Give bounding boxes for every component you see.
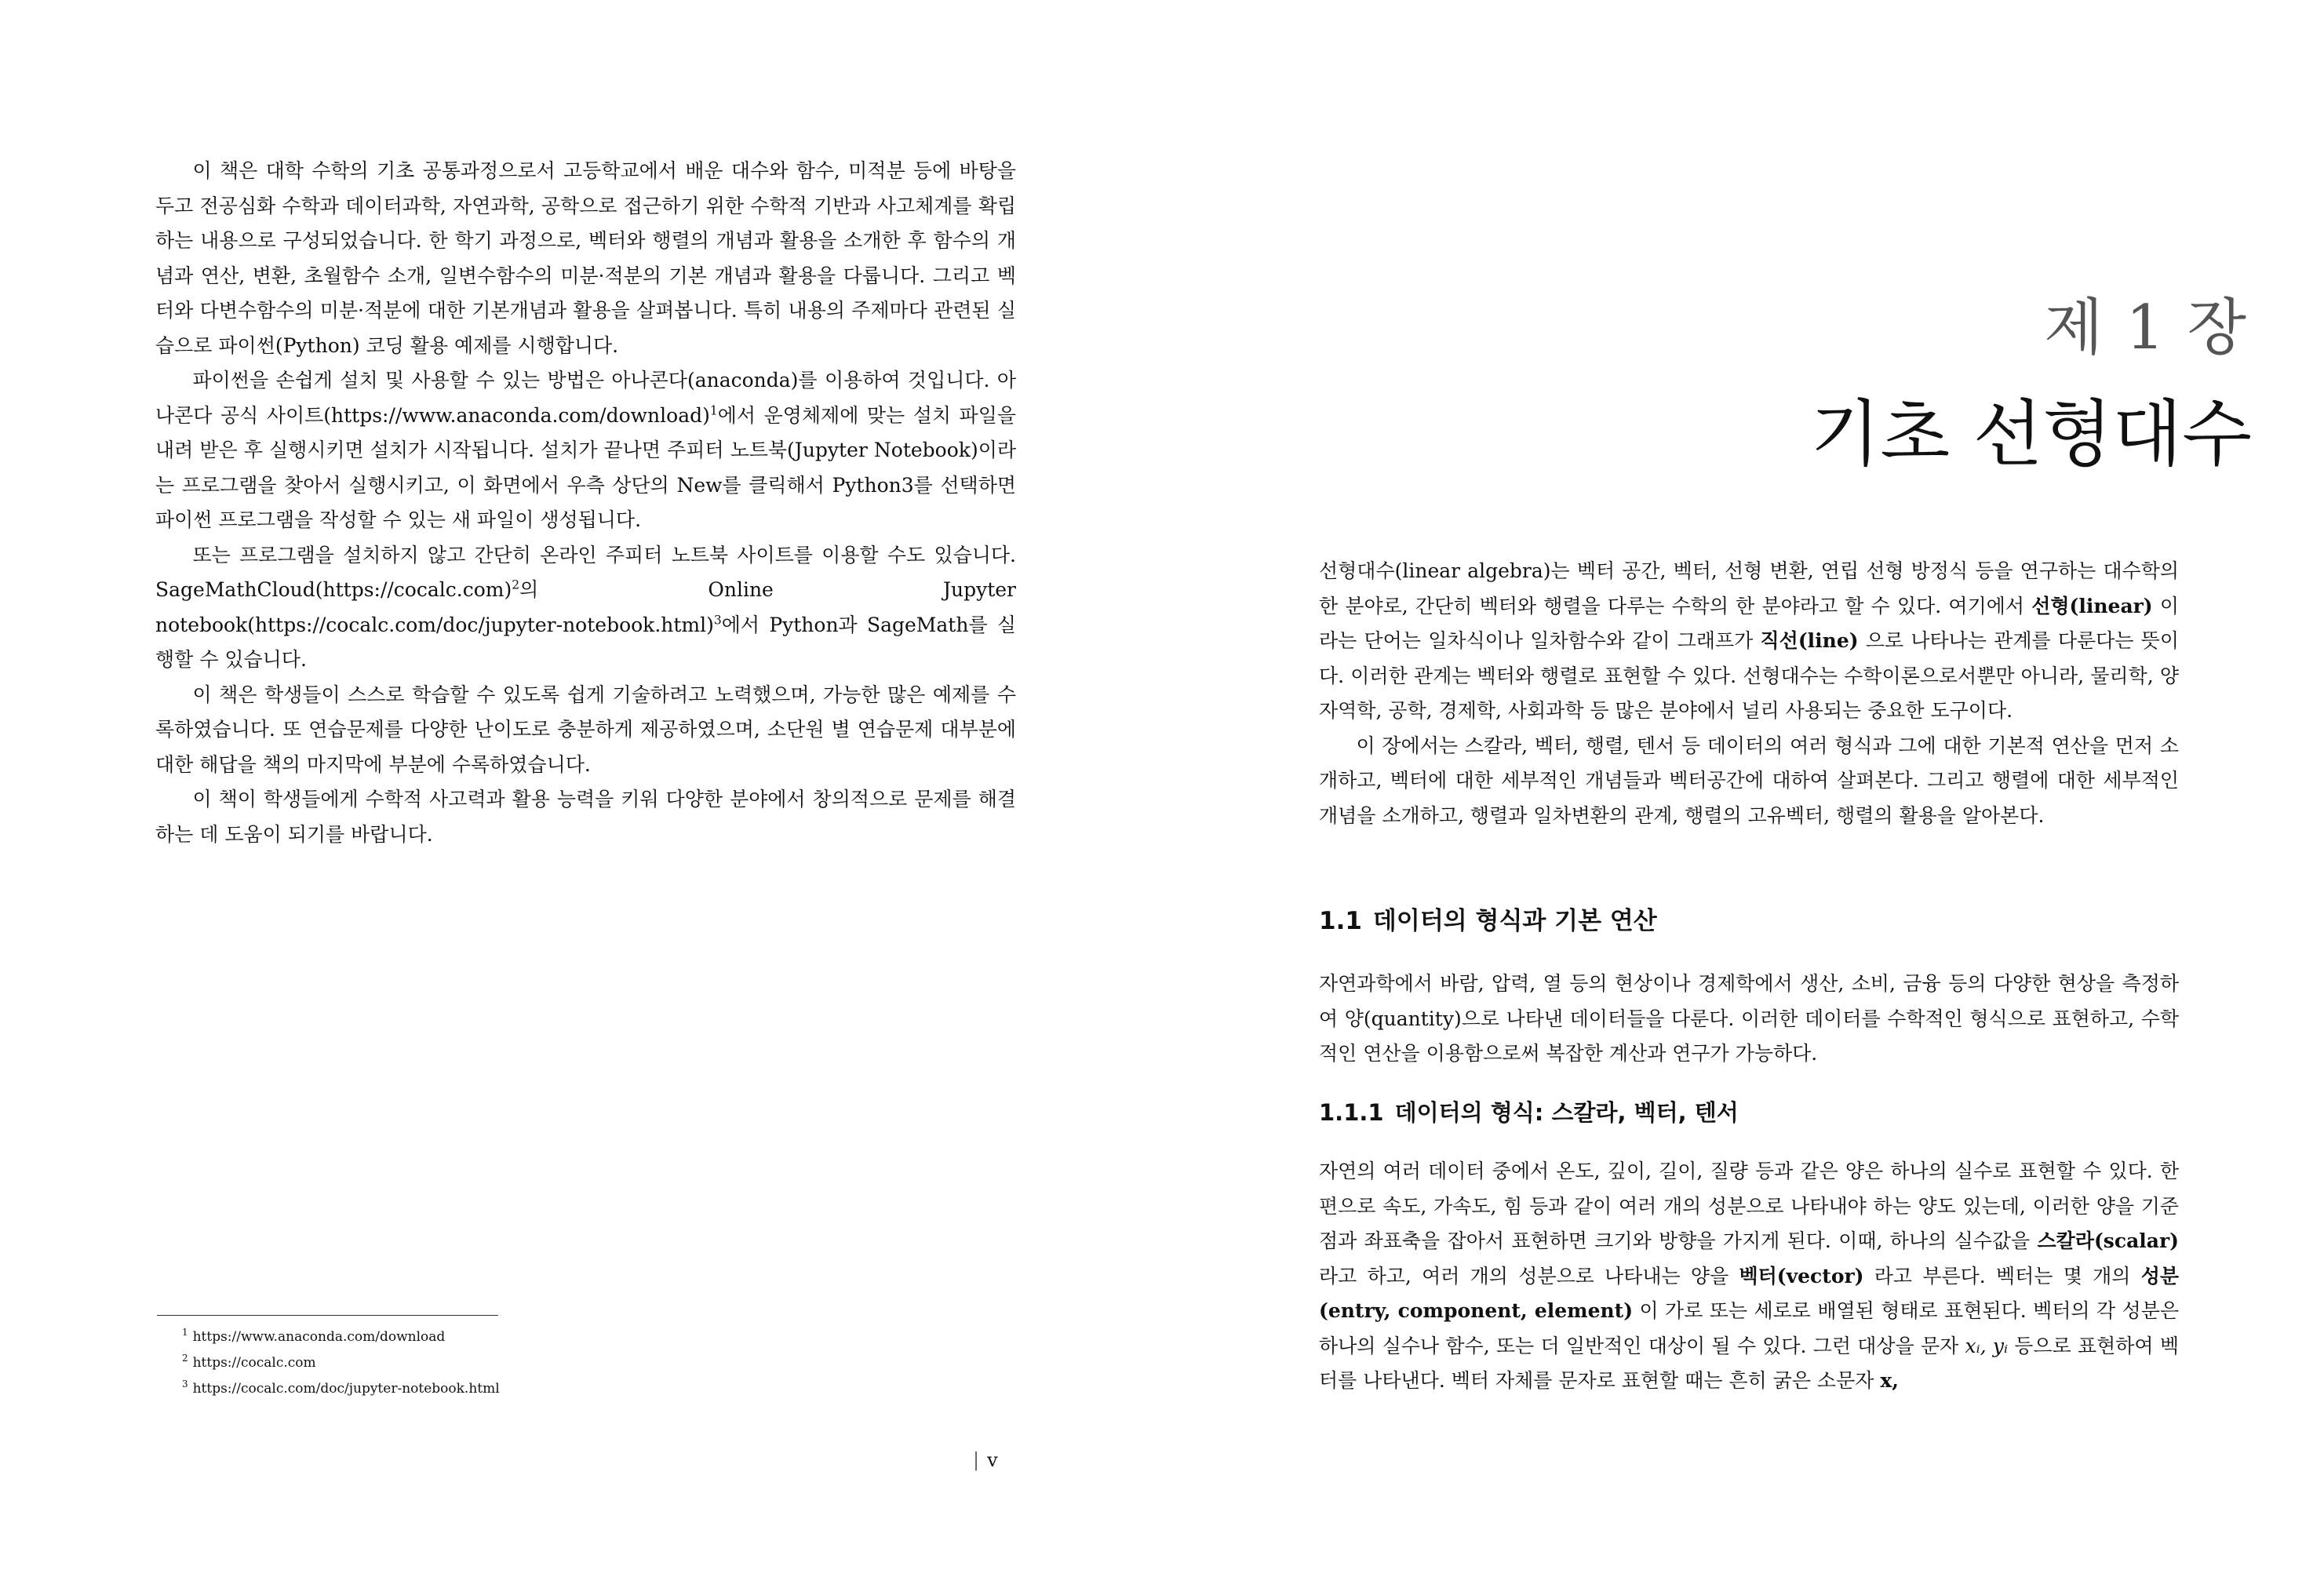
footnote-3 bbox=[182, 1376, 500, 1402]
subsection-title: 데이터의 형식: 스칼라, 벡터, 텐서 bbox=[1394, 1099, 1739, 1126]
preface-paragraph-4: 이 책은 학생들이 스스로 학습할 수 있도록 쉽게 기술하려고 노력했으며, 가능한 많은 예제를 수록하였습니다. 또 연습문제를 다양한 난이도로 충분하게 제공하였으며, 소단원 별 연습문제 대부분에 대한 해답을 책의 마지막에 부분에 수록하였습니다. bbox=[155, 683, 1016, 776]
text-run: 에서 Python과 SageMath를 실행할 수 있습니다. bbox=[155, 613, 1016, 671]
math-xi-yi: xᵢ, yᵢ bbox=[1965, 1334, 2009, 1357]
term-scalar: 스칼라(scalar) bbox=[2037, 1229, 2179, 1252]
footnote-mark: 2 bbox=[182, 1353, 188, 1364]
footnote-text: https://cocalc.com bbox=[192, 1355, 316, 1371]
footnote-2 bbox=[182, 1350, 500, 1376]
term-linear: 선형(linear) bbox=[2031, 594, 2153, 617]
section-text bbox=[1319, 967, 2179, 1072]
text-run: 의 Online Jupyter notebook(https://cocalc.com/doc/jupyter-notebook.html) bbox=[155, 578, 1016, 636]
text-run: 등으로 표현하여 벡터를 나타낸다. 벡터 자체를 문자로 표현할 때는 흔히 굵은 소문자 bbox=[1319, 1334, 2179, 1392]
text-run: 라고 부른다. 벡터는 몇 개의 bbox=[1863, 1264, 2141, 1288]
term-entry: 성분(entry, component, element) bbox=[1319, 1264, 2180, 1322]
footnote-1 bbox=[182, 1324, 500, 1350]
footnote-mark: 2 bbox=[512, 577, 520, 592]
text-run: 이 가로 또는 세로로 배열된 형태로 표현된다. 벡터의 각 성분은 하나의 실수나 함수, 또는 더 일반적인 대상이 될 수 있다. 그런 대상을 문자 bbox=[1319, 1299, 2179, 1357]
text-run: 자연의 여러 데이터 중에서 온도, 깊이, 길이, 질량 등과 같은 양은 하나의 실수로 표현할 수 있다. 한편으로 속도, 가속도, 힘 등과 같이 여러 개의 성분으로 나타내야 하는 양도 있는데, 이러한 양을 기준점과 좌표축을 잡아서 표현하면 크기와 방향을 가지게 된다. 이때, 하나의 실수값을 bbox=[1319, 1160, 2179, 1252]
footnote-mark: 1 bbox=[709, 403, 718, 418]
footnote-text: https://cocalc.com/doc/jupyter-notebook.html bbox=[192, 1381, 500, 1397]
footnote-mark: 3 bbox=[182, 1379, 188, 1390]
footnote-rule bbox=[157, 1315, 498, 1316]
text-run: 이라는 단어는 일차식이나 일차함수와 같이 그래프가 bbox=[1319, 594, 2179, 652]
text-run: 라고 하고, 여러 개의 성분으로 나타내는 양을 bbox=[1319, 1264, 1739, 1288]
text-run: 에서 운영체제에 맞는 설치 파일을 내려 받은 후 실행시키면 설치가 시작됩니다. 설치가 끝나면 주피터 노트북(Jupyter Notebook)이라는 프로그램을 찾아서 실행시키고, 이 화면에서 우측 상단의 New를 클릭해서 Python3를 선택하면 파이썬 프로그램을 작성할 수 있는 새 파일이 생성됩니다. bbox=[155, 403, 1017, 531]
preface-text bbox=[155, 154, 1016, 852]
chapter-title: 기초 선형대수 bbox=[1810, 392, 2252, 476]
footnotes bbox=[182, 1324, 500, 1402]
section-heading bbox=[1319, 901, 1657, 936]
page-number-value: v bbox=[987, 1449, 998, 1471]
text-run: 또는 프로그램을 설치하지 않고 간단히 온라인 주피터 노트북 사이트를 이용할 수도 있습니다. SageMathCloud(https://cocalc.com) bbox=[155, 543, 1016, 601]
section-paragraph: 자연과학에서 바람, 압력, 열 등의 현상이나 경제학에서 생산, 소비, 금융 등의 다양한 현상을 측정하여 양(quantity)으로 나타낸 데이터들을 다룬다. 이러한 데이터를 수학적인 형식으로 표현하고, 수학적인 연산을 이용함으로써 복잡한 계산과 연구가 가능하다. bbox=[1319, 972, 2179, 1065]
subsection-number: 1.1.1 bbox=[1319, 1099, 1384, 1126]
page-number-divider: | bbox=[973, 1449, 980, 1471]
term-vector: 벡터(vector) bbox=[1739, 1264, 1864, 1288]
preface-paragraph-3 bbox=[155, 538, 1016, 678]
term-line: 직선(line) bbox=[1760, 629, 1859, 652]
chapter-label: 제 1 장 bbox=[2044, 293, 2248, 363]
page-number bbox=[973, 1449, 998, 1471]
intro-paragraph-2: 이 장에서는 스칼라, 벡터, 행렬, 텐서 등 데이터의 여러 형식과 그에 대한 기본적 연산을 먼저 소개하고, 벡터에 대한 세부적인 개념들과 벡터공간에 대하여 살펴본다. 그리고 행렬에 대한 세부적인 개념을 소개하고, 행렬과 일차변환의 관계, 행렬의 고유벡터, 행렬의 활용을 알아본다. bbox=[1319, 734, 2179, 827]
subsection-paragraph bbox=[1319, 1154, 2179, 1399]
intro-paragraph-1 bbox=[1319, 554, 2179, 729]
right-page bbox=[1162, 0, 2324, 1588]
footnote-text: https://www.anaconda.com/download bbox=[192, 1329, 446, 1345]
subsection-text bbox=[1319, 1154, 2179, 1399]
footnote-mark: 1 bbox=[182, 1327, 188, 1339]
text-run: 으로 나타나는 관계를 다룬다는 뜻이다. 이러한 관계는 벡터와 행렬로 표현할 수 있다. 선형대수는 수학이론으로서뿐만 아니라, 물리학, 양자역학, 공학, 경제학, 사회과학 등 많은 분야에서 널리 사용되는 중요한 도구이다. bbox=[1319, 629, 2179, 722]
subsection-heading bbox=[1319, 1095, 1739, 1127]
chapter-intro bbox=[1319, 554, 2179, 833]
section-number: 1.1 bbox=[1319, 907, 1362, 935]
preface-paragraph-2 bbox=[155, 363, 1016, 538]
preface-paragraph-5: 이 책이 학생들에게 수학적 사고력과 활용 능력을 키워 다양한 분야에서 창의적으로 문제를 해결하는 데 도움이 되기를 바랍니다. bbox=[155, 788, 1016, 846]
text-run: 선형대수(linear algebra)는 벡터 공간, 벡터, 선형 변환, 연립 선형 방정식 등을 연구하는 대수학의 한 분야로, 간단히 벡터와 행렬을 다루는 수학의 한 분야라고 할 수 있다. 여기에서 bbox=[1319, 559, 2179, 617]
preface-paragraph-1: 이 책은 대학 수학의 기초 공통과정으로서 고등학교에서 배운 대수와 함수, 미적분 등에 바탕을 두고 전공심화 수학과 데이터과학, 자연과학, 공학으로 접근하기 위한 수학적 기반과 사고체계를 확립하는 내용으로 구성되었습니다. 한 학기 과정으로, 벡터와 행렬의 개념과 활용을 소개한 후 함수의 개념과 연산, 변환, 초월함수 소개, 일변수함수의 미분·적분의 기본 개념과 활용을 다룹니다. 그리고 벡터와 다변수함수의 미분·적분에 대한 기본개념과 활용을 살펴봅니다. 특히 내용의 주제마다 관련된 실습으로 파이썬(Python) 코딩 활용 예제를 시행합니다. bbox=[155, 159, 1016, 357]
footnote-mark: 3 bbox=[713, 613, 722, 628]
text-run: 파이썬을 손쉽게 설치 및 사용할 수 있는 방법은 아나콘다(anaconda)를 이용하여 것입니다. 아나콘다 공식 사이트(https://www.anaconda.com/download) bbox=[155, 369, 1016, 427]
term-x: x, bbox=[1880, 1369, 1899, 1392]
section-title: 데이터의 형식과 기본 연산 bbox=[1372, 907, 1657, 935]
